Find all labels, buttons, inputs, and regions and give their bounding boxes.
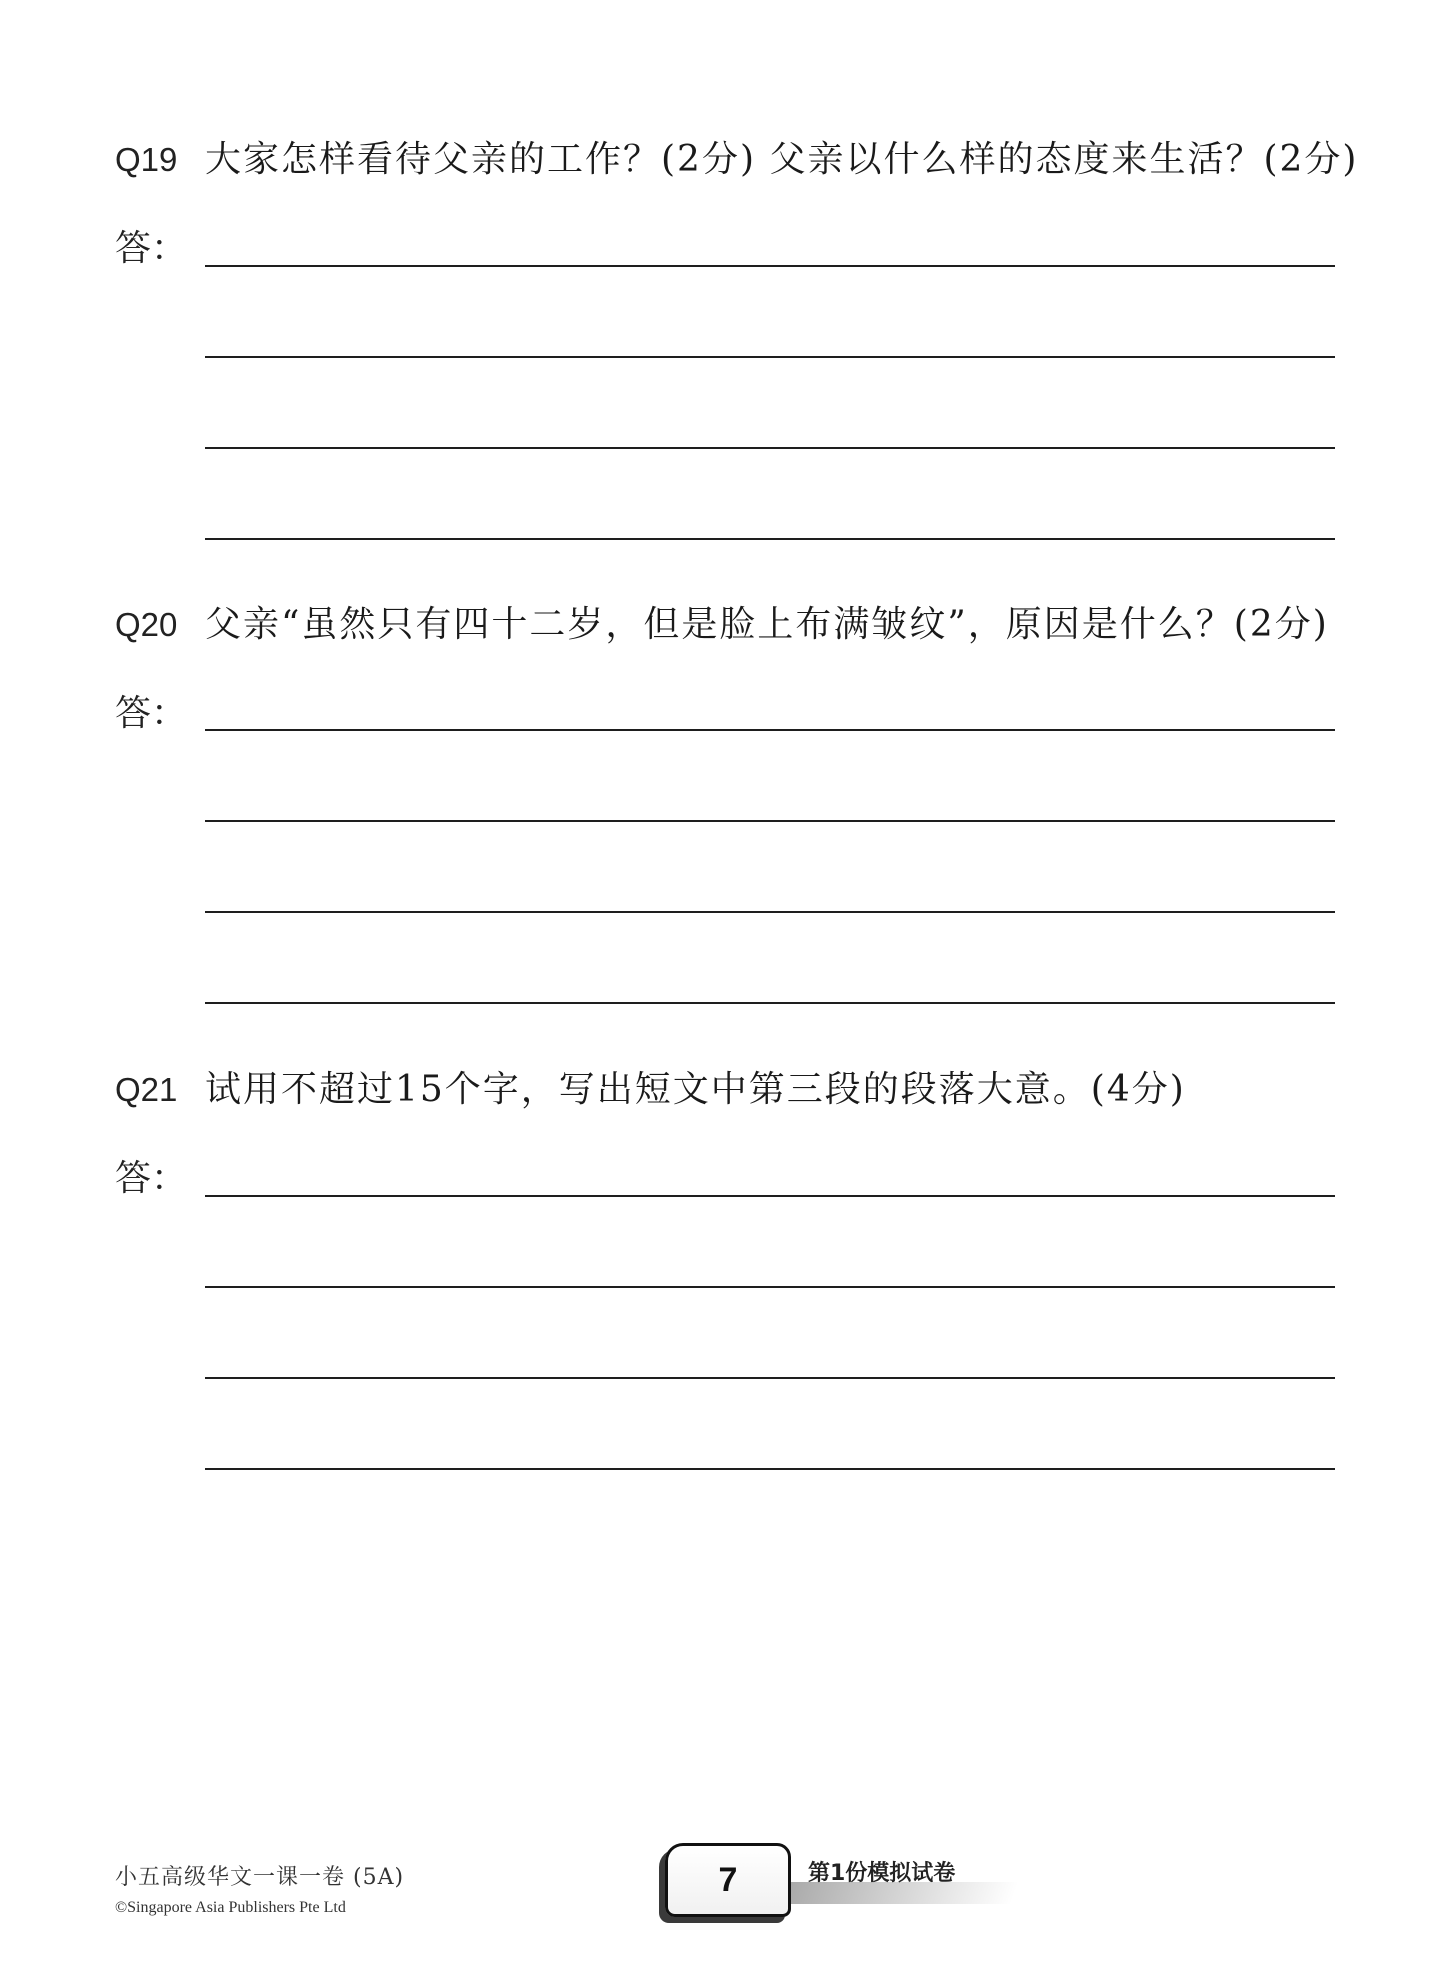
question-line — [115, 130, 1359, 190]
answer-line — [205, 1195, 1335, 1197]
answer-line — [205, 820, 1335, 822]
answer-line — [205, 911, 1335, 913]
book-title: 小五高级华文一课一卷 (5A) — [115, 1865, 405, 1890]
copyright-text: ©Singapore Asia Publishers Pte Ltd — [115, 1899, 346, 1916]
page-number: 7 — [718, 1860, 738, 1899]
footer-left — [115, 1860, 404, 1917]
answer-line — [205, 1468, 1335, 1470]
answer-label: 答： — [115, 228, 188, 269]
answer-line — [205, 729, 1335, 731]
question-21 — [115, 1060, 1335, 1199]
question-19 — [115, 130, 1359, 269]
question-text: 大家怎样看待父亲的工作？(2分) 父亲以什么样的态度来生活？(2分) — [205, 139, 1359, 180]
answer-line — [205, 1377, 1335, 1379]
question-text: 试用不超过15个字，写出短文中第三段的段落大意。(4分) — [205, 1069, 1186, 1110]
question-line — [115, 595, 1335, 655]
answer-line — [205, 538, 1335, 540]
page-number-tab — [665, 1843, 791, 1917]
answer-label: 答： — [115, 1158, 188, 1199]
answer-line — [205, 1286, 1335, 1288]
paper-label: 第1份模拟试卷 — [808, 1861, 956, 1886]
question-number: Q21 — [115, 1071, 178, 1108]
answer-line — [205, 447, 1335, 449]
answer-line — [205, 356, 1335, 358]
question-line — [115, 1060, 1335, 1120]
answer-label: 答： — [115, 693, 188, 734]
question-20 — [115, 595, 1335, 734]
question-number: Q19 — [115, 141, 178, 178]
answer-line — [205, 265, 1335, 267]
question-text: 父亲“虽然只有四十二岁，但是脸上布满皱纹”，原因是什么？(2分) — [205, 604, 1329, 645]
question-number: Q20 — [115, 606, 178, 643]
answer-line — [205, 1002, 1335, 1004]
